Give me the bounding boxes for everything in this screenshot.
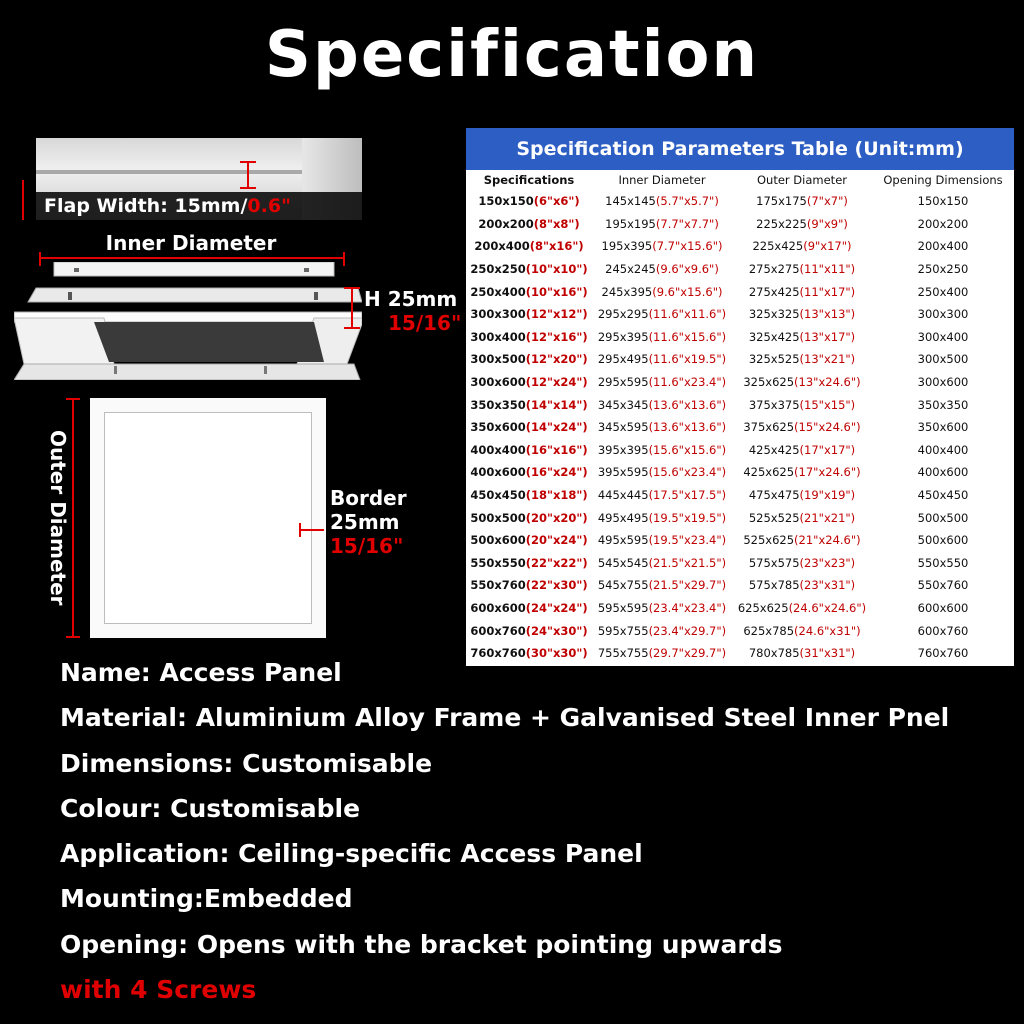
cell-inner-diameter: 545x545(21.5"x21.5") xyxy=(597,555,727,570)
cell-inner-diameter: 145x145(5.7"x5.7") xyxy=(605,194,719,209)
cell-opening-dimensions: 250x400 xyxy=(917,284,969,299)
height-inch-label: 15/16" xyxy=(388,311,462,335)
cell-specification: 400x600(16"x24") xyxy=(470,465,588,480)
table-title: Specification Parameters Table (Unit:mm) xyxy=(466,128,1014,170)
cell-specification: 500x600(20"x24") xyxy=(470,533,588,548)
table-row xyxy=(466,371,1014,394)
cell-specification: 250x250(10"x10") xyxy=(470,262,588,277)
cell-inner-diameter: 295x395(11.6"x15.6") xyxy=(597,329,727,344)
col-header-outer-diameter: Outer Diameter xyxy=(757,173,847,187)
cell-specification: 200x400(8"x16") xyxy=(474,239,584,254)
info-dimensions: Dimensions: Customisable xyxy=(60,748,433,778)
cell-inner-diameter: 495x495(19.5"x19.5") xyxy=(597,510,727,525)
cell-specification: 550x760(22"x30") xyxy=(470,578,588,593)
table-row xyxy=(466,529,1014,552)
cell-outer-diameter: 275x275(11"x11") xyxy=(748,262,856,277)
cell-opening-dimensions: 350x350 xyxy=(917,397,969,412)
cell-outer-diameter: 325x525(13"x21") xyxy=(748,352,856,367)
info-name: Name: Access Panel xyxy=(60,658,342,687)
cell-outer-diameter: 375x625(15"x24.6") xyxy=(743,420,861,435)
cell-outer-diameter: 175x175(7"x7") xyxy=(756,194,848,209)
table-row xyxy=(466,258,1014,281)
table-row xyxy=(466,326,1014,349)
cell-outer-diameter: 575x575(23"x23") xyxy=(748,555,856,570)
cell-inner-diameter: 345x345(13.6"x13.6") xyxy=(597,397,727,412)
col-header-specifications: Specifications xyxy=(483,173,575,187)
table-row xyxy=(466,484,1014,507)
cell-opening-dimensions: 300x600 xyxy=(917,375,969,390)
table-row xyxy=(466,303,1014,326)
cell-inner-diameter: 495x595(19.5"x23.4") xyxy=(597,533,727,548)
page-title: Specification xyxy=(264,18,760,92)
cell-outer-diameter: 425x425(17"x17") xyxy=(748,442,856,457)
cell-opening-dimensions: 500x600 xyxy=(917,533,969,548)
cell-specification: 300x600(12"x24") xyxy=(470,375,588,390)
cell-outer-diameter: 525x525(21"x21") xyxy=(748,510,856,525)
info-application: Application: Ceiling-specific Access Panel xyxy=(60,839,643,869)
cell-outer-diameter: 275x425(11"x17") xyxy=(748,284,856,299)
cell-inner-diameter: 345x595(13.6"x13.6") xyxy=(597,420,727,435)
cell-inner-diameter: 295x295(11.6"x11.6") xyxy=(597,307,727,322)
cell-outer-diameter: 625x785(24.6"x31") xyxy=(743,623,861,638)
table-row xyxy=(466,461,1014,484)
product-info xyxy=(60,650,949,1012)
outer-diameter-dimension-line xyxy=(72,398,74,638)
col-header-inner-diameter: Inner Diameter xyxy=(618,173,706,187)
border-label: Border 25mm 15/16" xyxy=(330,486,407,558)
specification-table xyxy=(466,128,1014,666)
cell-specification: 760x760(30"x30") xyxy=(470,646,588,661)
outer-diameter-label: Outer Diameter xyxy=(46,430,70,606)
cell-specification: 400x400(16"x16") xyxy=(470,442,588,457)
cell-inner-diameter: 245x395(9.6"x15.6") xyxy=(601,284,723,299)
access-panel-face-illustration xyxy=(90,398,326,638)
cell-inner-diameter: 395x395(15.6"x15.6") xyxy=(597,442,727,457)
cell-specification: 300x500(12"x20") xyxy=(470,352,588,367)
cell-opening-dimensions: 250x250 xyxy=(917,262,969,277)
cell-outer-diameter: 575x785(23"x31") xyxy=(748,578,856,593)
info-opening: Opening: Opens with the bracket pointing upwards xyxy=(60,929,783,959)
table-body xyxy=(466,190,1014,664)
info-screws: with 4 Screws xyxy=(60,975,257,1005)
cell-inner-diameter: 755x755(29.7"x29.7") xyxy=(597,646,727,661)
cell-specification: 450x450(18"x18") xyxy=(470,488,588,503)
table-row xyxy=(466,348,1014,371)
cell-inner-diameter: 245x245(9.6"x9.6") xyxy=(605,262,719,277)
cell-opening-dimensions: 300x500 xyxy=(917,352,969,367)
flap-side-marker xyxy=(22,180,24,220)
cell-opening-dimensions: 400x600 xyxy=(917,465,969,480)
table-row xyxy=(466,190,1014,213)
cell-specification: 600x760(24"x30") xyxy=(470,623,588,638)
cell-outer-diameter: 225x225(9"x9") xyxy=(756,216,848,231)
cell-opening-dimensions: 450x450 xyxy=(917,488,969,503)
cell-inner-diameter: 595x755(23.4"x29.7") xyxy=(597,623,727,638)
info-material: Material: Aluminium Alloy Frame + Galvanised Steel Inner Pnel xyxy=(60,703,950,733)
inner-diameter-label: Inner Diameter xyxy=(105,231,277,255)
cell-specification: 600x600(24"x24") xyxy=(470,600,588,615)
table-row xyxy=(466,597,1014,620)
table-row xyxy=(466,280,1014,303)
cell-specification: 300x300(12"x12") xyxy=(470,307,588,322)
cell-opening-dimensions: 500x500 xyxy=(917,510,969,525)
cell-outer-diameter: 425x625(17"x24.6") xyxy=(743,465,861,480)
cell-specification: 300x400(12"x16") xyxy=(470,329,588,344)
cell-opening-dimensions: 300x300 xyxy=(917,307,969,322)
height-dimension-marker xyxy=(340,286,364,330)
cell-opening-dimensions: 350x600 xyxy=(917,420,969,435)
info-mounting: Mounting:Embedded xyxy=(60,884,353,914)
cell-opening-dimensions: 600x600 xyxy=(917,600,969,615)
cell-specification: 500x500(20"x20") xyxy=(470,510,588,525)
cell-opening-dimensions: 760x760 xyxy=(917,646,969,661)
cell-opening-dimensions: 300x400 xyxy=(917,329,969,344)
table-row xyxy=(466,416,1014,439)
cell-outer-diameter: 325x625(13"x24.6") xyxy=(743,375,861,390)
cell-opening-dimensions: 400x400 xyxy=(917,442,969,457)
cell-inner-diameter: 395x595(15.6"x23.4") xyxy=(597,465,727,480)
cell-outer-diameter: 375x375(15"x15") xyxy=(748,397,856,412)
cell-inner-diameter: 595x595(23.4"x23.4") xyxy=(597,600,727,615)
cell-outer-diameter: 325x425(13"x17") xyxy=(748,329,856,344)
info-colour: Colour: Customisable xyxy=(60,793,361,823)
cell-opening-dimensions: 200x400 xyxy=(917,239,969,254)
cell-specification: 350x600(14"x24") xyxy=(470,420,588,435)
cell-opening-dimensions: 550x760 xyxy=(917,578,969,593)
height-label: H 25mm xyxy=(364,287,458,311)
cell-outer-diameter: 325x325(13"x13") xyxy=(748,307,856,322)
col-header-opening-dimensions: Opening Dimensions xyxy=(883,173,1003,187)
table-row xyxy=(466,439,1014,462)
cell-outer-diameter: 225x425(9"x17") xyxy=(752,239,852,254)
cell-inner-diameter: 445x445(17.5"x17.5") xyxy=(597,488,727,503)
table-row xyxy=(466,506,1014,529)
cell-inner-diameter: 545x755(21.5"x29.7") xyxy=(597,578,727,593)
cell-opening-dimensions: 550x550 xyxy=(917,555,969,570)
cell-specification: 550x550(22"x22") xyxy=(470,555,588,570)
border-dimension-marker xyxy=(296,520,326,540)
table-row xyxy=(466,619,1014,642)
cell-specification: 150x150(6"x6") xyxy=(478,194,580,209)
cell-opening-dimensions: 150x150 xyxy=(917,194,969,209)
cell-outer-diameter: 525x625(21"x24.6") xyxy=(743,533,861,548)
cell-inner-diameter: 295x495(11.6"x19.5") xyxy=(597,352,727,367)
cell-outer-diameter: 625x625(24.6"x24.6") xyxy=(737,600,867,615)
cell-inner-diameter: 195x195(7.7"x7.7") xyxy=(605,216,719,231)
table-row xyxy=(466,393,1014,416)
cell-outer-diameter: 475x475(19"x19") xyxy=(748,488,856,503)
cell-specification: 250x400(10"x16") xyxy=(470,284,588,299)
access-panel-frame-illustration xyxy=(14,262,362,380)
table-row xyxy=(466,574,1014,597)
cell-opening-dimensions: 600x760 xyxy=(917,623,969,638)
cell-inner-diameter: 295x595(11.6"x23.4") xyxy=(597,375,727,390)
cell-outer-diameter: 780x785(31"x31") xyxy=(748,646,856,661)
table-row xyxy=(466,552,1014,575)
cell-opening-dimensions: 200x200 xyxy=(917,216,969,231)
flap-width-label: Flap Width: 15mm/0.6" xyxy=(36,192,362,220)
table-row xyxy=(466,235,1014,258)
cell-specification: 350x350(14"x14") xyxy=(470,397,588,412)
table-row xyxy=(466,213,1014,236)
cell-specification: 200x200(8"x8") xyxy=(478,216,580,231)
cell-inner-diameter: 195x395(7.7"x15.6") xyxy=(601,239,723,254)
